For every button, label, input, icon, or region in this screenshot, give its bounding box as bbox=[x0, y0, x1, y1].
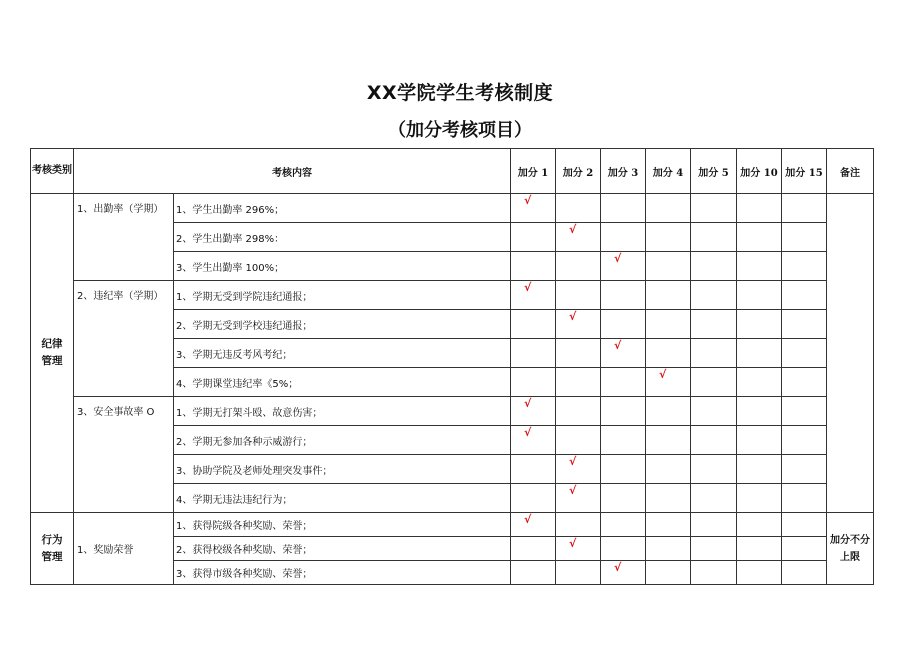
item-cell: 3、安全事故率 O bbox=[74, 397, 174, 513]
assessment-table bbox=[30, 148, 874, 585]
header-content: 考核内容 bbox=[74, 149, 511, 194]
score-cell bbox=[691, 513, 737, 537]
score-cell bbox=[737, 252, 782, 281]
score-cell bbox=[601, 223, 646, 252]
score-cell bbox=[691, 310, 737, 339]
score-cell bbox=[737, 281, 782, 310]
document-title: XX学院学生考核制度 bbox=[366, 82, 554, 104]
criterion-cell: 2、获得校级各种奖励、荣誉； bbox=[174, 537, 511, 561]
score-cell bbox=[601, 426, 646, 455]
score-cell bbox=[511, 484, 556, 513]
criterion-cell: 1、学生出勤率 296%； bbox=[174, 194, 511, 223]
score-cell bbox=[737, 310, 782, 339]
item-cell: 2、违纪率（学期） bbox=[74, 281, 174, 397]
score-cell bbox=[737, 513, 782, 537]
score-cell bbox=[691, 537, 737, 561]
criterion-cell: 2、学期无参加各种示威游行； bbox=[174, 426, 511, 455]
score-cell bbox=[511, 281, 556, 310]
score-cell bbox=[556, 310, 601, 339]
header-score-2: 加分 2 bbox=[556, 149, 601, 194]
score-cell bbox=[556, 194, 601, 223]
score-cell bbox=[691, 397, 737, 426]
score-cell bbox=[646, 368, 691, 397]
score-cell bbox=[646, 194, 691, 223]
score-cell bbox=[737, 223, 782, 252]
score-cell bbox=[782, 455, 827, 484]
score-cell bbox=[691, 223, 737, 252]
criterion-cell: 3、获得市级各种奖励、荣誉； bbox=[174, 561, 511, 585]
criterion-cell: 3、协助学院及老师处理突发事件； bbox=[174, 455, 511, 484]
header-score-5: 加分 5 bbox=[691, 149, 737, 194]
score-cell bbox=[646, 339, 691, 368]
score-cell bbox=[511, 561, 556, 585]
check-mark-icon: √ bbox=[524, 426, 532, 439]
criterion-cell: 4、学期课堂违纪率《5%； bbox=[174, 368, 511, 397]
header-score-1: 加分 1 bbox=[511, 149, 556, 194]
header-score-4: 加分 4 bbox=[646, 149, 691, 194]
score-cell bbox=[601, 484, 646, 513]
score-cell bbox=[691, 194, 737, 223]
score-cell bbox=[601, 513, 646, 537]
score-cell bbox=[737, 537, 782, 561]
table-row bbox=[31, 194, 874, 223]
score-cell bbox=[782, 339, 827, 368]
score-cell bbox=[646, 513, 691, 537]
check-mark-icon: √ bbox=[614, 252, 622, 265]
score-cell bbox=[556, 368, 601, 397]
score-cell bbox=[782, 426, 827, 455]
score-cell bbox=[737, 194, 782, 223]
score-cell bbox=[601, 537, 646, 561]
check-mark-icon: √ bbox=[569, 484, 577, 497]
score-cell bbox=[691, 252, 737, 281]
score-cell bbox=[691, 368, 737, 397]
score-cell bbox=[601, 368, 646, 397]
check-mark-icon: √ bbox=[614, 339, 622, 352]
table-row bbox=[31, 397, 874, 426]
score-cell bbox=[646, 484, 691, 513]
score-cell bbox=[782, 513, 827, 537]
score-cell bbox=[691, 281, 737, 310]
header-remark: 备注 bbox=[827, 149, 874, 194]
score-cell bbox=[601, 455, 646, 484]
check-mark-icon: √ bbox=[659, 368, 667, 381]
score-cell bbox=[691, 561, 737, 585]
score-cell bbox=[511, 223, 556, 252]
score-cell bbox=[782, 537, 827, 561]
score-cell bbox=[646, 426, 691, 455]
score-cell bbox=[646, 397, 691, 426]
score-cell bbox=[511, 455, 556, 484]
score-cell bbox=[556, 561, 601, 585]
score-cell bbox=[556, 223, 601, 252]
score-cell bbox=[691, 455, 737, 484]
criterion-cell: 1、学期无受到学院违纪通报； bbox=[174, 281, 511, 310]
score-cell bbox=[601, 281, 646, 310]
category-cell: 行为 管理 bbox=[31, 513, 74, 585]
score-cell bbox=[511, 426, 556, 455]
score-cell bbox=[782, 281, 827, 310]
score-cell bbox=[782, 561, 827, 585]
remark-note: 加分不分 上限 bbox=[827, 513, 874, 585]
score-cell bbox=[782, 397, 827, 426]
score-cell bbox=[646, 537, 691, 561]
score-cell bbox=[511, 513, 556, 537]
score-cell bbox=[511, 537, 556, 561]
criterion-cell: 3、学期无违反考风考纪； bbox=[174, 339, 511, 368]
score-cell bbox=[601, 561, 646, 585]
score-cell bbox=[646, 455, 691, 484]
check-mark-icon: √ bbox=[614, 561, 622, 574]
score-cell bbox=[511, 368, 556, 397]
score-cell bbox=[737, 397, 782, 426]
score-cell bbox=[511, 397, 556, 426]
score-cell bbox=[737, 426, 782, 455]
criterion-cell: 2、学期无受到学校违纪通报； bbox=[174, 310, 511, 339]
check-mark-icon: √ bbox=[524, 513, 532, 526]
item-cell: 1、出勤率（学期） bbox=[74, 194, 174, 281]
score-cell bbox=[556, 537, 601, 561]
table-row bbox=[31, 281, 874, 310]
criterion-cell: 1、获得院级各种奖励、荣誉； bbox=[174, 513, 511, 537]
score-cell bbox=[556, 252, 601, 281]
score-cell bbox=[601, 397, 646, 426]
score-cell bbox=[782, 368, 827, 397]
score-cell bbox=[601, 339, 646, 368]
header-score-15: 加分 15 bbox=[782, 149, 827, 194]
score-cell bbox=[691, 339, 737, 368]
score-cell bbox=[511, 194, 556, 223]
criterion-cell: 1、学期无打架斗殴、故意伤害； bbox=[174, 397, 511, 426]
remark-cell bbox=[827, 194, 874, 513]
header-score-10: 加分 10 bbox=[737, 149, 782, 194]
header-score-3: 加分 3 bbox=[601, 149, 646, 194]
score-cell bbox=[646, 252, 691, 281]
score-cell bbox=[737, 561, 782, 585]
header-category: 考核类别 bbox=[31, 149, 74, 194]
check-mark-icon: √ bbox=[569, 310, 577, 323]
table-header-row bbox=[31, 149, 874, 194]
score-cell bbox=[691, 484, 737, 513]
score-cell bbox=[737, 484, 782, 513]
document-subtitle: （加分考核项目） bbox=[388, 120, 532, 141]
score-cell bbox=[782, 310, 827, 339]
score-cell bbox=[556, 397, 601, 426]
check-mark-icon: √ bbox=[524, 397, 532, 410]
score-cell bbox=[556, 339, 601, 368]
score-cell bbox=[601, 252, 646, 281]
score-cell bbox=[511, 252, 556, 281]
score-cell bbox=[737, 455, 782, 484]
check-mark-icon: √ bbox=[569, 223, 577, 236]
score-cell bbox=[737, 368, 782, 397]
score-cell bbox=[601, 194, 646, 223]
check-mark-icon: √ bbox=[524, 281, 532, 294]
score-cell bbox=[782, 194, 827, 223]
check-mark-icon: √ bbox=[569, 537, 577, 550]
score-cell bbox=[782, 484, 827, 513]
score-cell bbox=[556, 484, 601, 513]
score-cell bbox=[646, 223, 691, 252]
score-cell bbox=[646, 310, 691, 339]
score-cell bbox=[511, 339, 556, 368]
score-cell bbox=[511, 310, 556, 339]
score-cell bbox=[601, 310, 646, 339]
criterion-cell: 3、学生出勤率 100%； bbox=[174, 252, 511, 281]
check-mark-icon: √ bbox=[569, 455, 577, 468]
score-cell bbox=[782, 252, 827, 281]
check-mark-icon: √ bbox=[524, 194, 532, 207]
item-cell: 1、奖励荣誉 bbox=[74, 513, 174, 585]
score-cell bbox=[737, 339, 782, 368]
category-cell: 纪律 管理 bbox=[31, 194, 74, 513]
score-cell bbox=[646, 281, 691, 310]
score-cell bbox=[782, 223, 827, 252]
criterion-cell: 2、学生出勤率 298%： bbox=[174, 223, 511, 252]
score-cell bbox=[646, 561, 691, 585]
score-cell bbox=[691, 426, 737, 455]
score-cell bbox=[556, 281, 601, 310]
score-cell bbox=[556, 455, 601, 484]
criterion-cell: 4、学期无违法违纪行为； bbox=[174, 484, 511, 513]
score-cell bbox=[556, 426, 601, 455]
score-cell bbox=[556, 513, 601, 537]
table-row bbox=[31, 513, 874, 537]
